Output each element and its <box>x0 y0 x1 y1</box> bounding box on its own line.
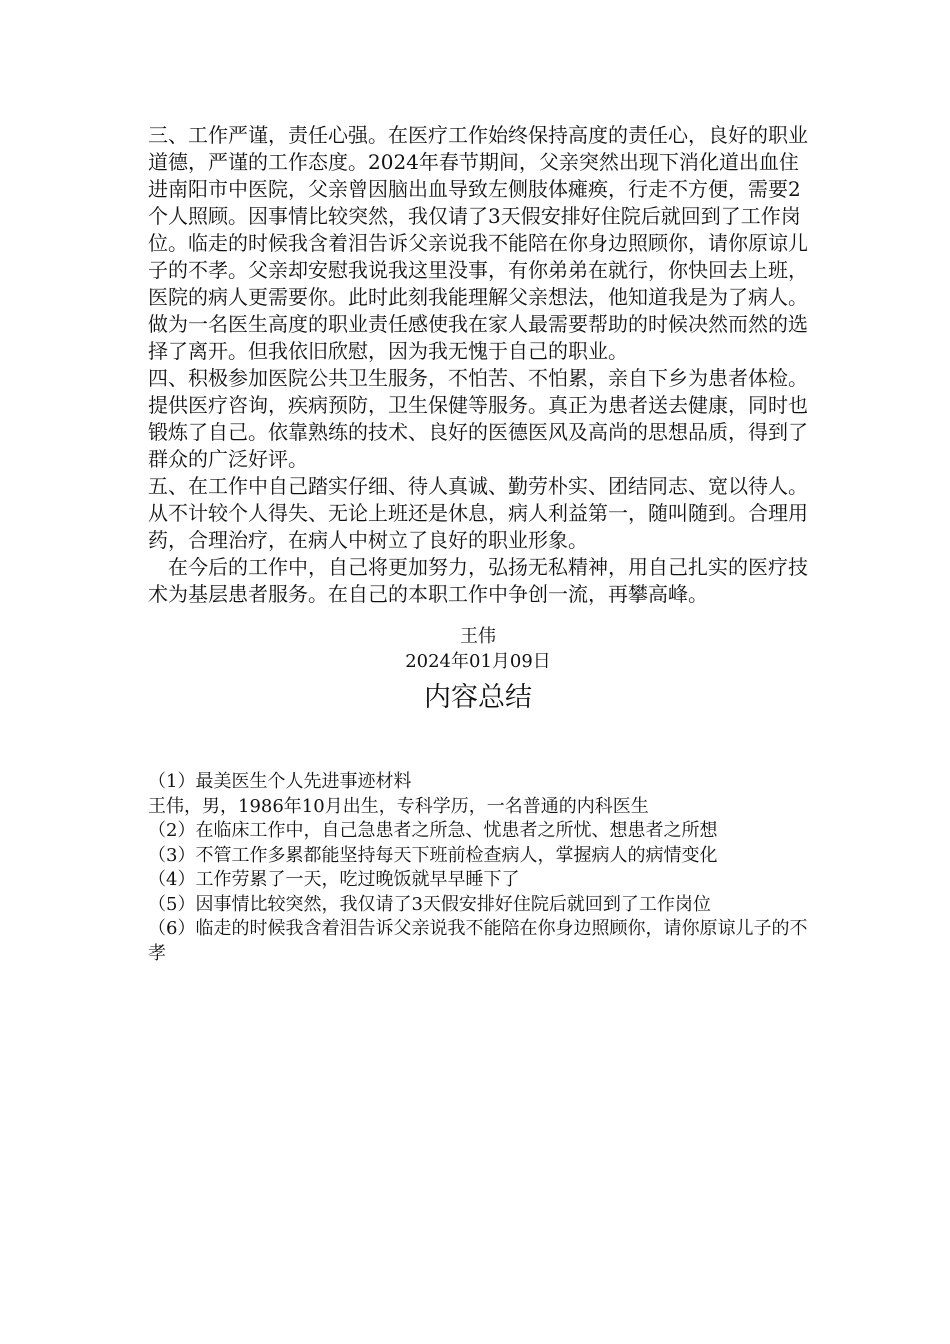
signature-date: 2024年01月09日 <box>405 651 551 672</box>
signature-block <box>148 624 808 674</box>
summary-item: （1）最美医生个人先进事迹材料 <box>148 771 412 792</box>
summary-item: （5）因事情比较突然，我仅请了3天假安排好住院后就回到了工作岗位 <box>148 893 711 915</box>
paragraph-responsibility: 三、工作严谨，责任心强。在医疗工作始终保持高度的责任心，良好的职业道德，严谨的工作态度。2024年春节期间，父亲突然出现下消化道出血住进南阳市中医院，父亲曾因脑出血导致左侧肢体瘫痪，行走不方便，需要2个人照顾。因事情比较突然，我仅请了3天假安排好住院后就回到了工作岗位。临走的时候我含着泪告诉父亲说我不能陪在你身边照顾你，请你原谅儿子的不孝。父亲却安慰我说我这里没事，有你弟弟在就行，你快回去上班，医院的病人更需要你。此时此刻我能理解父亲想法，他知道我是为了病人。做为一名医生高度的职业责任感使我在家人最需要帮助的时候决然而然的选择了离开。但我依旧欣慰，因为我无愧于自己的职业。 <box>148 123 808 363</box>
summary-item: 王伟，男，1986年10月出生，专科学历，一名普通的内科医生 <box>148 795 649 817</box>
summary-list <box>148 770 808 966</box>
summary-item: （2）在临床工作中，自己急患者之所急、忧患者之所忧、想患者之所想 <box>148 820 718 841</box>
document-body <box>148 122 808 608</box>
signature-name: 王伟 <box>460 626 496 647</box>
paragraph-future-plan: 在今后的工作中，自己将更加努力，弘扬无私精神，用自己扎实的医疗技术为基层患者服务。在自己的本职工作中争创一流，再攀高峰。 <box>148 555 808 606</box>
summary-heading: 内容总结 <box>424 682 532 713</box>
summary-item: （3）不管工作多累都能坚持每天下班前检查病人，掌握病人的病情变化 <box>148 844 718 866</box>
summary-item: （4）工作劳累了一天，吃过晚饭就早早睡下了 <box>148 869 520 890</box>
paragraph-public-health: 四、积极参加医院公共卫生服务，不怕苦、不怕累，亲自下乡为患者体检。提供医疗咨询，疾病预防，卫生保健等服务。真正为患者送去健康，同时也锻炼了自己。依靠熟练的技术、良好的医德医风及高尚的思想品质，得到了群众的广泛好评。 <box>148 366 808 471</box>
paragraph-work-attitude: 五、在工作中自己踏实仔细、待人真诚、勤劳朴实、团结同志、宽以待人。从不计较个人得失、无论上班还是休息，病人利益第一，随叫随到。合理用药，合理治疗，在病人中树立了良好的职业形象。 <box>148 474 808 552</box>
summary-item: （6）临走的时候我含着泪告诉父亲说我不能陪在你身边照顾你，请你原谅儿子的不孝 <box>148 918 808 964</box>
